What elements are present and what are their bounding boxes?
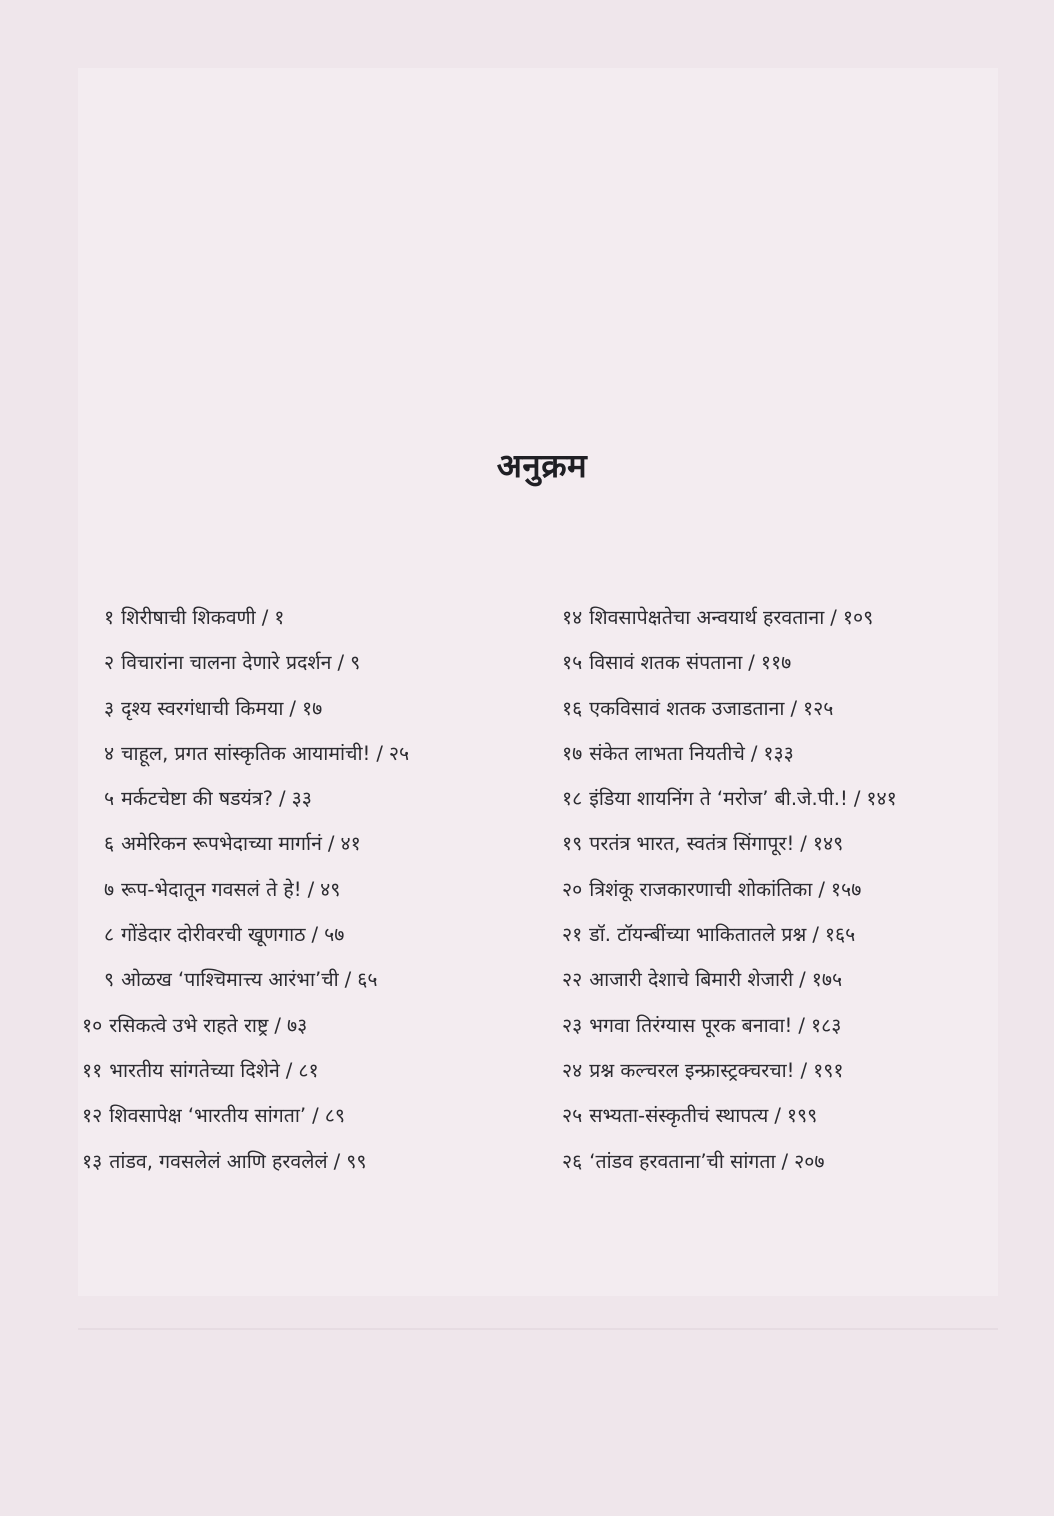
entry-separator: / bbox=[818, 877, 825, 901]
entry-page: ४९ bbox=[320, 877, 341, 901]
entry-page: ९९ bbox=[346, 1149, 367, 1173]
entry-title: ‘तांडव हरवताना’ची सांगता bbox=[589, 1149, 776, 1173]
entry-title: ओळख ‘पाश्चिमात्त्य आरंभा’ची bbox=[121, 968, 339, 992]
entry-title: चाहूल, प्रगत सांस्कृतिक आयामांची! bbox=[121, 741, 371, 765]
entry-title: डॉ. टॉयन्बींच्या भाकितातले प्रश्न bbox=[589, 923, 807, 947]
entry-separator: / bbox=[750, 741, 758, 765]
entry-page: १८३ bbox=[810, 1013, 842, 1037]
entry-separator: / bbox=[800, 1058, 808, 1082]
entry-number: १२ bbox=[82, 1104, 103, 1128]
entry-title: संकेत लाभता नियतीचे bbox=[589, 741, 745, 765]
toc-entry bbox=[562, 781, 1042, 826]
toc-entry bbox=[562, 1053, 1042, 1098]
entry-page: १७ bbox=[301, 696, 323, 720]
toc-entry bbox=[562, 600, 1042, 645]
entry-title: भारतीय सांगतेच्या दिशेने bbox=[109, 1058, 280, 1082]
toc-entry bbox=[82, 872, 542, 917]
entry-number: २६ bbox=[562, 1149, 583, 1173]
entry-title: शिवसापेक्षतेचा अन्वयार्थ हरवताना bbox=[589, 606, 825, 629]
entry-title: रूप-भेदातून गवसलं ते हे! bbox=[121, 877, 302, 901]
entry-title: दृश्य स्वरगंधाची किमया bbox=[121, 696, 284, 720]
entry-title: तांडव, गवसलेलं आणि हरवलेलं bbox=[109, 1149, 328, 1173]
toc-entry bbox=[82, 691, 542, 736]
entry-page: २५ bbox=[388, 741, 410, 765]
entry-title: रसिकत्वे उभे राहते राष्ट्र bbox=[109, 1013, 269, 1037]
entry-title: सभ्यता-संस्कृतीचं स्थापत्य bbox=[589, 1104, 769, 1128]
toc-entry bbox=[82, 781, 542, 826]
entry-separator: / bbox=[274, 1013, 281, 1037]
entry-number: १६ bbox=[562, 696, 583, 720]
entry-separator: / bbox=[344, 968, 352, 992]
entry-separator: / bbox=[278, 787, 286, 811]
entry-page: १३३ bbox=[763, 741, 794, 765]
entry-page: ८९ bbox=[324, 1104, 345, 1128]
toc-entry bbox=[82, 645, 542, 690]
toc-entry bbox=[562, 1008, 1042, 1053]
entry-number: १३ bbox=[82, 1149, 103, 1173]
toc-entry bbox=[562, 917, 1042, 962]
entry-page: ३३ bbox=[291, 787, 312, 811]
entry-separator: / bbox=[311, 923, 319, 947]
entry-number: १५ bbox=[562, 651, 583, 675]
entry-number: २३ bbox=[562, 1013, 583, 1037]
toc-entry bbox=[82, 1098, 542, 1143]
entry-number: २५ bbox=[562, 1104, 583, 1128]
entry-title: इंडिया शायनिंग ते ‘मरोज’ बी.जे.पी.! bbox=[589, 787, 848, 811]
entry-separator: / bbox=[812, 923, 819, 947]
entry-number: ४ bbox=[104, 741, 115, 765]
entry-page: ८१ bbox=[298, 1058, 319, 1082]
entry-title: शिवसापेक्ष ‘भारतीय सांगता’ bbox=[109, 1104, 307, 1128]
toc-left-column bbox=[82, 600, 542, 1189]
entry-separator: / bbox=[337, 651, 345, 675]
toc-entry bbox=[562, 691, 1042, 736]
entry-number: १० bbox=[82, 1013, 103, 1037]
entry-title: आजारी देशाचे बिमारी शेजारी bbox=[589, 968, 794, 992]
entry-title: एकविसावं शतक उजाडताना bbox=[589, 696, 785, 720]
entry-title: गोंडेदार दोरीवरची खूणगाठ bbox=[121, 923, 306, 947]
entry-separator: / bbox=[830, 606, 837, 629]
entry-page: १४१ bbox=[866, 787, 897, 811]
entry-number: ९ bbox=[104, 968, 115, 992]
toc-entry bbox=[82, 1144, 542, 1189]
entry-number: ५ bbox=[104, 787, 115, 811]
entry-page: १२५ bbox=[803, 696, 834, 720]
toc-right-column bbox=[562, 600, 1042, 1189]
toc-entry bbox=[82, 962, 542, 1007]
toc-entry bbox=[82, 826, 542, 871]
entry-separator: / bbox=[376, 741, 383, 765]
entry-separator: / bbox=[307, 877, 315, 901]
entry-number: १४ bbox=[562, 606, 583, 629]
toc-entry bbox=[562, 872, 1042, 917]
entry-page: ६५ bbox=[357, 968, 378, 992]
entry-title: प्रश्न कल्चरल इन्फ्रास्ट्रक्चरचा! bbox=[589, 1058, 795, 1082]
entry-title: विसावं शतक संपताना bbox=[589, 651, 743, 675]
entry-separator: / bbox=[285, 1058, 293, 1082]
page-title: अनुक्रम bbox=[496, 446, 588, 485]
entry-separator: / bbox=[853, 787, 861, 811]
entry-page: १९१ bbox=[813, 1058, 844, 1082]
entry-separator: / bbox=[781, 1149, 789, 1173]
entry-number: ११ bbox=[82, 1058, 103, 1082]
entry-title: अमेरिकन रूपभेदाच्या मार्गानं bbox=[121, 832, 322, 856]
entry-separator: / bbox=[790, 696, 798, 720]
entry-number: ६ bbox=[104, 832, 115, 856]
entry-page: १४९ bbox=[812, 832, 844, 856]
toc-entry bbox=[82, 736, 542, 781]
toc-entry bbox=[82, 1053, 542, 1098]
entry-page: १६५ bbox=[824, 923, 856, 947]
page-divider bbox=[78, 1328, 998, 1330]
entry-separator: / bbox=[798, 1013, 805, 1037]
entry-page: ७३ bbox=[286, 1013, 308, 1037]
entry-number: ७ bbox=[104, 877, 115, 901]
entry-number: १७ bbox=[562, 741, 583, 765]
entry-page: १०९ bbox=[842, 606, 874, 629]
entry-separator: / bbox=[312, 1104, 319, 1128]
entry-separator: / bbox=[774, 1104, 781, 1128]
entry-page: १५७ bbox=[830, 877, 862, 901]
entry-number: ८ bbox=[104, 923, 115, 947]
entry-title: मर्कटचेष्टा की षडयंत्र? bbox=[121, 787, 273, 811]
entry-page: ९ bbox=[350, 651, 361, 675]
entry-title: परतंत्र भारत, स्वतंत्र सिंगापूर! bbox=[589, 832, 795, 856]
entry-number: २० bbox=[562, 877, 583, 901]
entry-separator: / bbox=[800, 832, 807, 856]
entry-title: शिरीषाची शिकवणी bbox=[121, 606, 256, 629]
entry-number: २१ bbox=[562, 923, 583, 947]
entry-page: ४१ bbox=[340, 832, 361, 856]
entry-separator: / bbox=[799, 968, 806, 992]
entry-number: १९ bbox=[562, 832, 583, 856]
entry-number: २४ bbox=[562, 1058, 583, 1082]
entry-number: १ bbox=[104, 606, 115, 629]
entry-number: १८ bbox=[562, 787, 583, 811]
toc-entry bbox=[562, 645, 1042, 690]
entry-page: ११७ bbox=[760, 651, 792, 675]
entry-title: विचारांना चालना देणारे प्रदर्शन bbox=[121, 651, 332, 675]
toc-entry bbox=[562, 1144, 1042, 1189]
entry-page: ५७ bbox=[324, 923, 345, 947]
toc-entry bbox=[562, 1098, 1042, 1143]
entry-title: त्रिशंकू राजकारणाची शोकांतिका bbox=[589, 877, 813, 901]
entry-page: १९९ bbox=[786, 1104, 818, 1128]
entry-title: भगवा तिरंग्यास पूरक बनावा! bbox=[589, 1013, 793, 1037]
entry-separator: / bbox=[289, 696, 296, 720]
toc-entry bbox=[82, 1008, 542, 1053]
toc-entry bbox=[562, 826, 1042, 871]
entry-number: २ bbox=[104, 651, 115, 675]
entry-page: १७५ bbox=[811, 968, 843, 992]
toc-entry bbox=[82, 600, 542, 645]
toc-entry bbox=[82, 917, 542, 962]
entry-separator: / bbox=[333, 1149, 341, 1173]
entry-page: १ bbox=[274, 606, 285, 629]
entry-page: २०७ bbox=[794, 1149, 825, 1173]
entry-separator: / bbox=[748, 651, 755, 675]
entry-number: २२ bbox=[562, 968, 583, 992]
entry-separator: / bbox=[261, 606, 269, 629]
toc-entry bbox=[562, 962, 1042, 1007]
entry-separator: / bbox=[327, 832, 335, 856]
toc-entry bbox=[562, 736, 1042, 781]
entry-number: ३ bbox=[104, 696, 115, 720]
